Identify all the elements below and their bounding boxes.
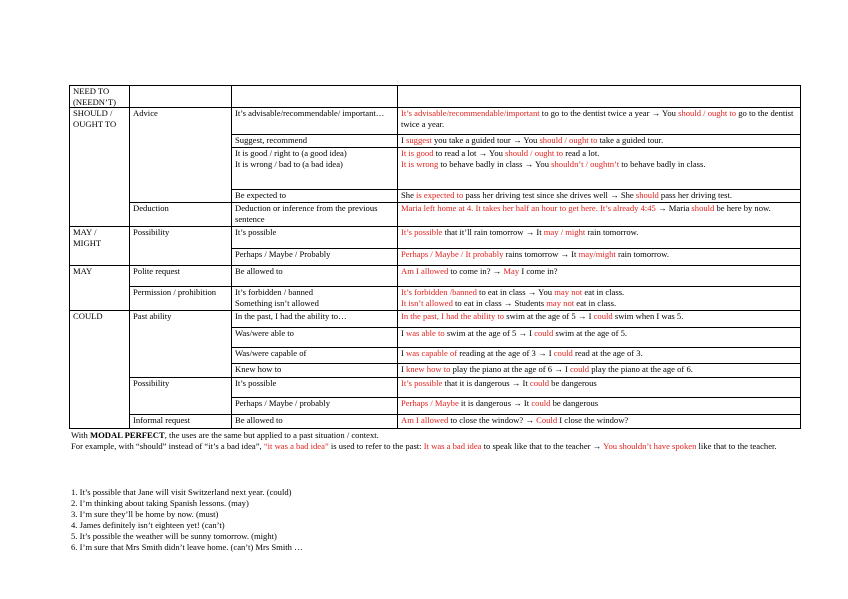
example: It’s possible that it’ll rain tomorrow → It may / might rain tomorrow. <box>398 227 801 249</box>
example: It’s possible that it is dangerous → It could be dangerous <box>398 378 801 398</box>
expression: Perhaps / Maybe / probably <box>232 398 398 415</box>
expression: Was/were capable of <box>232 348 398 364</box>
example: She is expected to pass her driving test since she drives well → She should pass her driving test. <box>398 190 801 203</box>
example: I was capable of reading at the age of 3 → I could read at the age of 3. <box>398 348 801 364</box>
expression: It’s possible <box>232 227 398 249</box>
exercise-list <box>71 487 303 553</box>
modal-verbs-table <box>69 85 801 429</box>
verb-cell-may: MAY <box>70 266 130 311</box>
use-polite-request: Polite request <box>130 266 232 287</box>
use-informal-request: Informal request <box>130 415 232 429</box>
list-item: 1. It’s possible that Jane will visit Switzerland next year. (could) <box>71 487 292 497</box>
list-item: 4. James definitely isn’t eighteen yet! (can’t) <box>71 520 225 530</box>
example: Perhaps / Maybe it is dangerous → It could be dangerous <box>398 398 801 415</box>
use-deduction: Deduction <box>130 203 232 227</box>
expression: In the past, I had the ability to… <box>232 311 398 328</box>
use-possibility: Possibility <box>130 227 232 266</box>
example: I knew how to play the piano at the age of 6 → I could play the piano at the age of 6. <box>398 364 801 378</box>
verb-cell-need: NEED TO (NEEDN’T) <box>70 86 130 108</box>
expression: Knew how to <box>232 364 398 378</box>
expression: Be allowed to <box>232 266 398 287</box>
example: I suggest you take a guided tour → You should / ought to take a guided tour. <box>398 135 801 148</box>
list-item: 6. I’m sure that Mrs Smith didn’t leave home. (can’t) Mrs Smith … <box>71 542 303 552</box>
use-possibility: Possibility <box>130 378 232 415</box>
example: It’s forbidden /banned to eat in class → You may not eat in class. It isn’t allowed to eat in class → Students may not eat in class. <box>398 287 801 311</box>
use-past-ability: Past ability <box>130 311 232 378</box>
example: It’s advisable/recommendable/important to go to the dentist twice a year → You should / ought to go to the dentist twice a year. <box>398 108 801 135</box>
use-permission: Permission / prohibition <box>130 287 232 311</box>
expression: Be expected to <box>232 190 398 203</box>
expression: Was/were able to <box>232 328 398 348</box>
modal-perfect-note: With MODAL PERFECT, the uses are the same but applied to a past situation / context. For example, with “should” instead of “it’s a bad idea”, “it was a bad idea” is used to refer to the past: It was a bad idea to speak like that to the teacher → You shouldn’t have spoken like that to the teacher. <box>71 430 777 451</box>
example: It is good to read a lot → You should / ought to read a lot. It is wrong to behave badly in class → You shouldn’t / oughtn’t to behave badly in class. <box>398 148 801 190</box>
example: Maria left home at 4. It takes her half an hour to get here. It’s already 4:45 → Maria should be here by now. <box>398 203 801 227</box>
expression: It is good / right to (a good idea) It is wrong / bad to (a bad idea) <box>232 148 398 190</box>
list-item: 2. I’m thinking about taking Spanish lessons. (may) <box>71 498 249 508</box>
example: Am I allowed to close the window? → Could I close the window? <box>398 415 801 429</box>
list-item: 5. It’s possible the weather will be sunny tomorrow. (might) <box>71 531 277 541</box>
expression: Perhaps / Maybe / Probably <box>232 249 398 266</box>
expression: Suggest, recommend <box>232 135 398 148</box>
example: I was able to swim at the age of 5 → I could swim at the age of 5. <box>398 328 801 348</box>
expression: Be allowed to <box>232 415 398 429</box>
verb-cell-may-might: MAY / MIGHT <box>70 227 130 266</box>
example: Am I allowed to come in? → May I come in? <box>398 266 801 287</box>
use-advice: Advice <box>130 108 232 203</box>
expression: It’s advisable/recommendable/ important… <box>232 108 398 135</box>
example: In the past, I had the ability to swim at the age of 5 → I could swim when I was 5. <box>398 311 801 328</box>
verb-cell-should: SHOULD / OUGHT TO <box>70 108 130 227</box>
expression: It’s possible <box>232 378 398 398</box>
expression: Deduction or inference from the previous sentence <box>232 203 398 227</box>
list-item: 3. I’m sure they’ll be home by now. (must) <box>71 509 219 519</box>
verb-cell-could: COULD <box>70 311 130 429</box>
example: Perhaps / Maybe / It probably rains tomorrow → It may/might rain tomorrow. <box>398 249 801 266</box>
expression: It’s forbidden / banned Something isn’t allowed <box>232 287 398 311</box>
